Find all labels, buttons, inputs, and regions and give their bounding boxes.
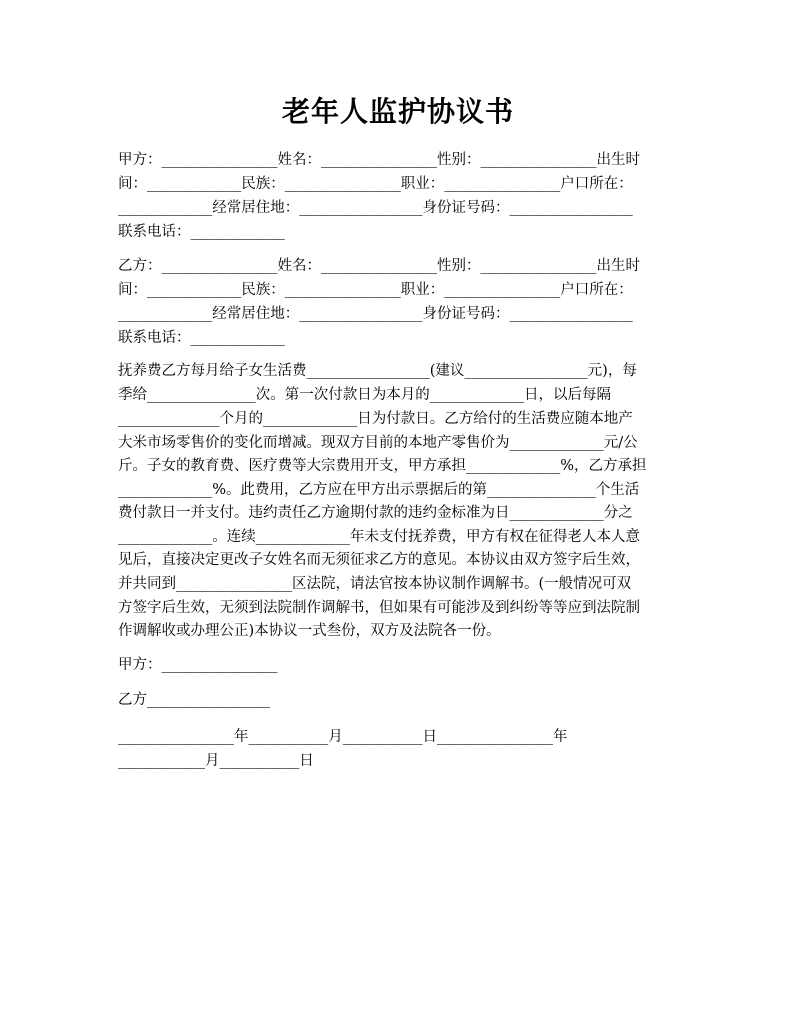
body-line-10: 并共同到________________区法院，请法官按本协议制作调解书。(一般情况可双 — [118, 576, 632, 592]
party-a-line-4: 联系电话：_____________ — [118, 224, 285, 240]
party-b-line-3: _____________经常居住地：_________________身份证号码：_________________ — [118, 306, 633, 322]
body-line-8: _____________。连续_____________年未支付抚养费，甲方有权在征得老人本人意 — [118, 529, 640, 545]
body-line-2: 季给_______________次。第一次付款日为本月的_____________日，以后每隔 — [118, 387, 611, 403]
party-a-line-1: 甲方：________________姓名：________________性别：________________出生时 — [118, 152, 640, 168]
body-line-7: 费付款日一并支付。违约责任乙方逾期付款的违约金标准为日_____________分之 — [118, 505, 633, 521]
date-line-2: ____________月___________日 — [118, 753, 314, 769]
body-line-4: 大米市场零售价的变化而增减。现双方目前的本地产零售价为_____________元/公 — [118, 435, 638, 451]
signature-party-b: 乙方_________________ — [118, 692, 271, 708]
signature-party-a: 甲方：________________ — [118, 657, 278, 673]
party-a-line-3: _____________经常居住地：_________________身份证号码：_________________ — [118, 200, 633, 216]
body-line-3: ______________个月的_____________日为付款日。乙方给付的生活费应随本地产 — [118, 411, 633, 427]
body-line-12: 作调解收或办理公正)本协议一式叁份，双方及法院各一份。 — [118, 623, 501, 639]
body-line-5: 斤。子女的教育费、医疗费等大宗费用开支，甲方承担_____________%，乙方承担 — [118, 458, 647, 474]
document-title: 老年人监护协议书 — [281, 95, 514, 128]
party-b-line-2: 间：_____________民族：________________职业：________________户口所在： — [118, 282, 633, 298]
body-line-11: 方签字后生效，无须到法院制作调解书，但如果有可能涉及到纠纷等等应到法院制 — [118, 600, 640, 616]
body-line-6: _____________%。此费用，乙方应在甲方出示票据后的第_______________个生活 — [118, 482, 640, 498]
party-b-line-4: 联系电话：_____________ — [118, 330, 285, 346]
body-line-9: 见后，直接决定更改子女姓名而无须征求乙方的意见。本协议由双方签字后生效， — [118, 552, 640, 568]
party-b-line-1: 乙方：________________姓名：________________性别：________________出生时 — [118, 258, 640, 274]
date-line-1: ________________年___________月___________日________________年 — [118, 729, 568, 745]
party-a-line-2: 间：_____________民族：________________职业：________________户口所在： — [118, 176, 633, 192]
body-line-1: 抚养费乙方每月给子女生活费_________________(建议_________________元)，每 — [118, 363, 637, 379]
